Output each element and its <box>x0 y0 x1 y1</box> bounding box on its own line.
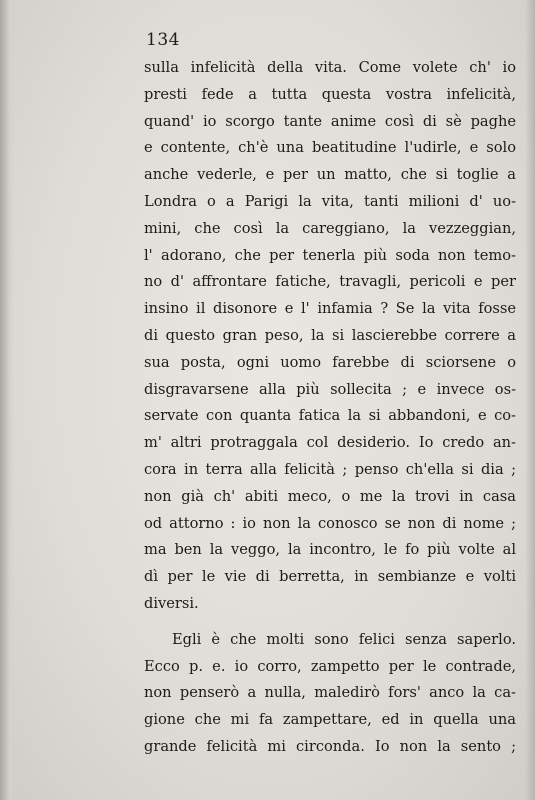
text-line: l' adorano, che per tenerla più soda non temo- <box>144 246 516 264</box>
paragraph-1 <box>144 55 516 618</box>
text-line: di questo gran peso, la si lascierebbe correre a <box>144 326 516 344</box>
text-line: m' altri protraggala col desiderio. Io credo an- <box>144 434 516 452</box>
text-line: ma ben la veggo, la incontro, le fo più volte al <box>144 541 516 559</box>
text-line: no d' affrontare fatiche, travagli, pericoli e per <box>144 273 516 291</box>
paragraph-gap <box>144 618 516 627</box>
text-line: od attorno : io non la conosco se non di nome ; <box>144 514 516 532</box>
text-line: Londra o a Parigi la vita, tanti milioni d' uo- <box>144 192 516 210</box>
text-line: gione che mi fa zampettare, ed in quella una <box>144 711 516 729</box>
text-line: Ecco p. e. io corro, zampetto per le contrade, <box>144 657 516 675</box>
text-line: e contente, ch'è una beatitudine l'udirle, e solo <box>144 139 516 157</box>
text-line: cora in terra alla felicità ; penso ch'ella si dia ; <box>144 460 516 478</box>
page-number: 134 <box>146 30 180 50</box>
text-line: non già ch' abiti meco, o me la trovi in casa <box>144 487 516 505</box>
text-line: servate con quanta fatica la si abbandoni, e co- <box>144 407 516 425</box>
text-line: presti fede a tutta questa vostra infelicità, <box>144 85 516 103</box>
text-line: mini, che così la careggiano, la vezzeggian, <box>144 219 516 237</box>
text-line: grande felicità mi circonda. Io non la sento ; <box>144 737 516 755</box>
body-text <box>144 55 516 761</box>
page-left-edge-shadow <box>0 0 14 800</box>
text-line: disgravarsene alla più sollecita ; e invece os- <box>144 380 516 398</box>
text-line: dì per le vie di berretta, in sembianze e volti <box>144 568 516 586</box>
text-line: non penserò a nulla, maledirò fors' anco la ca- <box>144 684 516 702</box>
text-line: sua posta, ogni uomo farebbe di sciorsene o <box>144 353 516 371</box>
text-line: Egli è che molti sono felici senza saperlo. <box>172 630 516 648</box>
text-line: sulla infelicità della vita. Come volete ch' io <box>144 59 516 76</box>
paragraph-2 <box>144 627 516 761</box>
page-right-edge-shadow <box>525 0 535 800</box>
text-line: insino il disonore e l' infamia ? Se la vita fosse <box>144 300 516 318</box>
text-line: quand' io scorgo tante anime così di sè paghe <box>144 112 516 130</box>
text-line: anche vederle, e per un matto, che si toglie a <box>144 166 516 184</box>
text-line: diversi. <box>144 594 199 612</box>
